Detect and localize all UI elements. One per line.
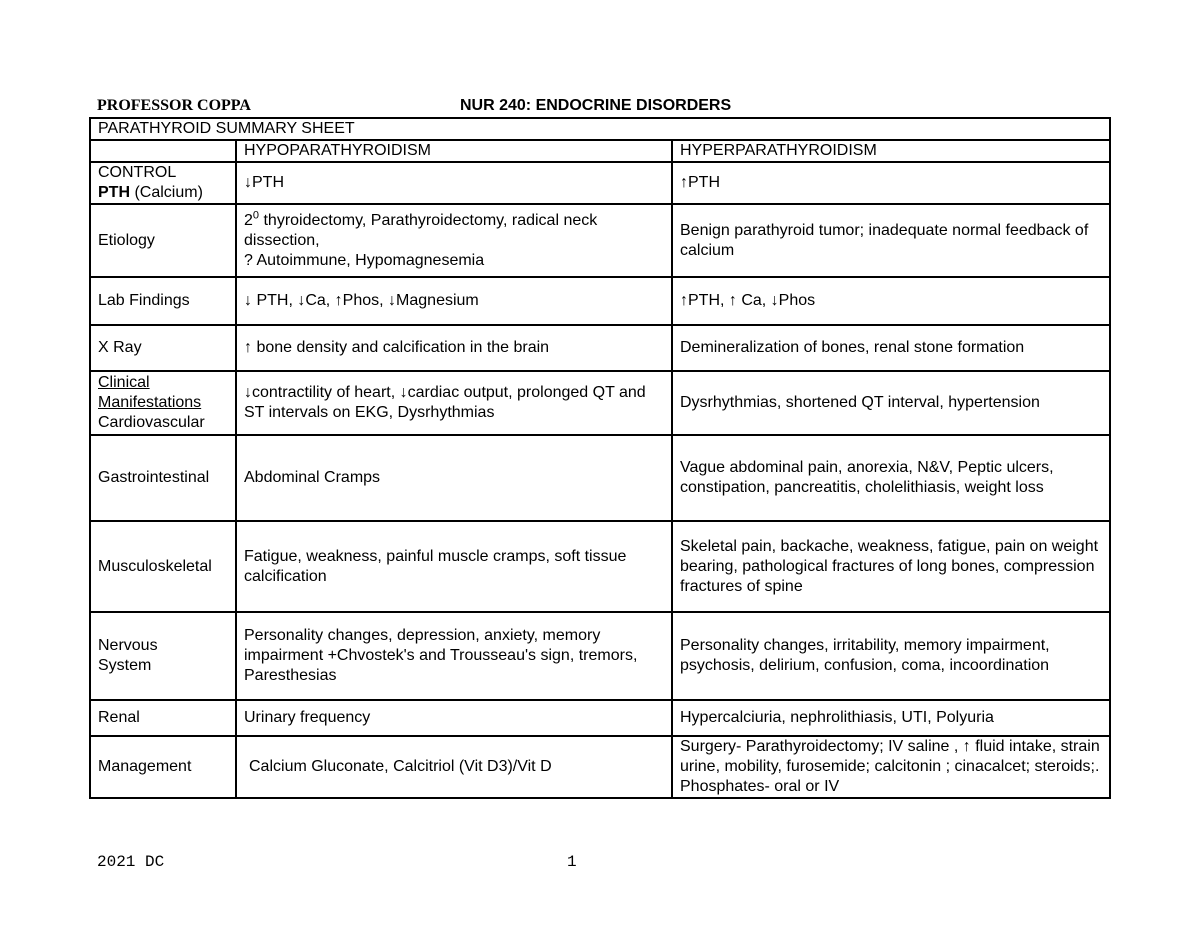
control-label-calcium: (Calcium) (130, 184, 203, 201)
gi-hypo: Abdominal Cramps (236, 435, 672, 521)
msk-hyper: Skeletal pain, backache, weakness, fatigue, pain on weight bearing, pathological fractures of long bones, compression fractures of spine (672, 521, 1110, 612)
row-label-etiology: Etiology (90, 204, 236, 277)
header-course-title: NUR 240: ENDOCRINE DISORDERS (460, 97, 732, 114)
table-title: PARATHYROID SUMMARY SHEET (90, 118, 1110, 140)
footer-year-initials: 2021 DC (97, 853, 165, 871)
control-label-pth: PTH (98, 184, 130, 201)
cardio-label-manifestations: Manifestations (98, 394, 202, 411)
xray-hypo: ↑ bone density and calcification in the brain (236, 325, 672, 371)
control-hypo: ↓PTH (236, 162, 672, 204)
nervous-hyper: Personality changes, irritability, memory impairment, psychosis, delirium, confusion, coma, incoordination (672, 612, 1110, 700)
renal-hypo: Urinary frequency (236, 700, 672, 736)
table-row (90, 162, 1110, 204)
row-label-xray: X Ray (90, 325, 236, 371)
lab-hyper: ↑PTH, ↑ Ca, ↓Phos (672, 277, 1110, 325)
table-row (90, 736, 1110, 798)
table-row (90, 277, 1110, 325)
nervous-label-line1: Nervous (98, 637, 158, 654)
table-row (90, 700, 1110, 736)
msk-hypo: Fatigue, weakness, painful muscle cramps, soft tissue calcification (236, 521, 672, 612)
nervous-hypo: Personality changes, depression, anxiety, memory impairment +Chvostek's and Trousseau's sign, tremors, Paresthesias (236, 612, 672, 700)
table-row (90, 612, 1110, 700)
page-number: 1 (567, 853, 577, 871)
row-label-cardio (90, 371, 236, 435)
row-label-gi: Gastrointestinal (90, 435, 236, 521)
gi-hyper: Vague abdominal pain, anorexia, N&V, Peptic ulcers, constipation, pancreatitis, cholelithiasis, weight loss (672, 435, 1110, 521)
etiology-hyper: Benign parathyroid tumor; inadequate normal feedback of calcium (672, 204, 1110, 277)
cardio-hyper: Dysrhythmias, shortened QT interval, hypertension (672, 371, 1110, 435)
cardio-label-clinical: Clinical (98, 374, 150, 391)
etiology-degree-sup: 0 (252, 209, 260, 222)
row-label-management: Management (90, 736, 236, 798)
table-row (90, 521, 1110, 612)
row-label-renal: Renal (90, 700, 236, 736)
header-professor: PROFESSOR COPPA (97, 97, 251, 114)
management-hyper: Surgery- Parathyroidectomy; IV saline , ↑ fluid intake, strain urine, mobility, furosemide; calcitonin ; cinacalcet; steroids;. Phosphates- oral or IV (672, 736, 1110, 798)
etiology-hypo-line2: ? Autoimmune, Hypomagnesemia (244, 251, 485, 269)
table-row (90, 435, 1110, 521)
column-header-hypo: HYPOPARATHYROIDISM (236, 140, 672, 162)
row-label-msk: Musculoskeletal (90, 521, 236, 612)
column-header-hyper: HYPERPARATHYROIDISM (672, 140, 1110, 162)
renal-hyper: Hypercalciuria, nephrolithiasis, UTI, Polyuria (672, 700, 1110, 736)
parathyroid-summary-table (89, 117, 1111, 799)
control-hyper: ↑PTH (672, 162, 1110, 204)
control-label-line1: CONTROL (98, 164, 177, 181)
cardio-label-cardiovascular: Cardiovascular (98, 414, 205, 431)
table-row (90, 325, 1110, 371)
table-row (90, 204, 1110, 277)
blank-header-cell (90, 140, 236, 162)
row-label-control (90, 162, 236, 204)
row-label-lab: Lab Findings (90, 277, 236, 325)
management-hypo: Calcium Gluconate, Calcitriol (Vit D3)/Vit D (236, 736, 672, 798)
lab-hypo: ↓ PTH, ↓Ca, ↑Phos, ↓Magnesium (236, 277, 672, 325)
etiology-hypo-line1: thyroidectomy, Parathyroidectomy, radical neck dissection, (244, 211, 598, 249)
xray-hyper: Demineralization of bones, renal stone formation (672, 325, 1110, 371)
nervous-label-line2: System (98, 657, 152, 674)
etiology-degree: 2 (244, 211, 253, 229)
row-label-nervous (90, 612, 236, 700)
table-row (90, 371, 1110, 435)
etiology-hypo (236, 204, 672, 277)
cardio-hypo: ↓contractility of heart, ↓cardiac output, prolonged QT and ST intervals on EKG, Dysrhythmias (236, 371, 672, 435)
